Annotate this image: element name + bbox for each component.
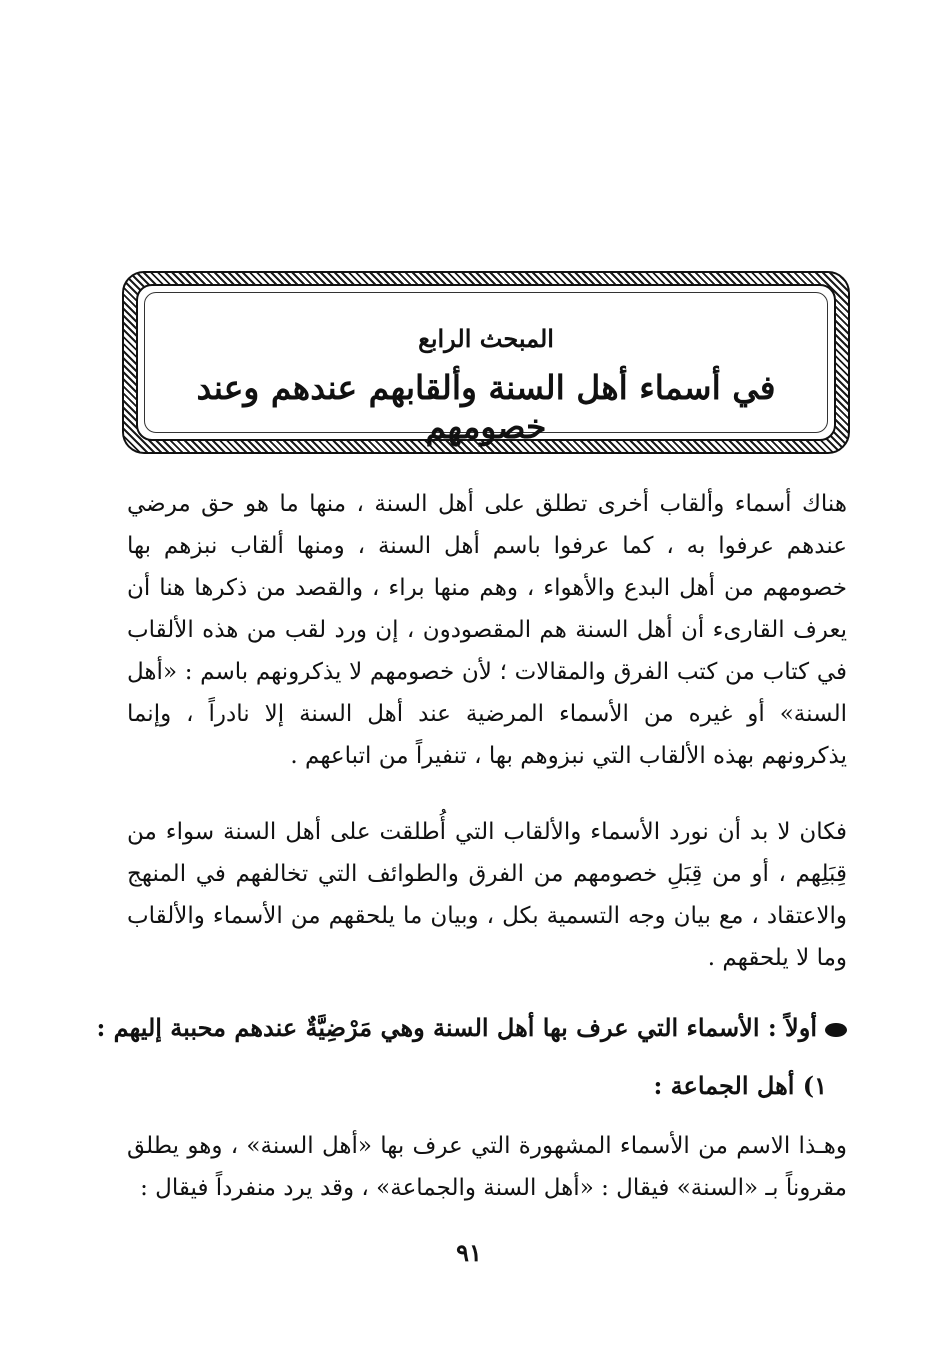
paragraph-1: هناك أسماء وألقاب أخرى تطلق على أهل السنة ، منها ما هو حق مرضي عندهم عرفوا به ، كما عرفوا باسم أهل السنة ، ومنها ألقاب نبزهم بها خصومهم من أهل البدع والأهواء ، وهم منها براء ، والقصد من ذكرها هنا أن يعرف القارىء أن أهل السنة هم المقصودون ، إن ورد لقب من هذه الألقاب في كتاب من كتب الفرق والمقالات ؛ لأن خصومهم لا يذكرونهم باسم : «أهل السنة» أو غيره من الأسماء المرضية عند أهل السنة إلا نادراً ، وإنما يذكرونهم بهذه الألقاب التي نبزوهم بها ، تنفيراً من اتباعهم . xyxy=(127,491,847,769)
names-section-heading xyxy=(96,1013,847,1042)
section-title: في أسماء أهل السنة وألقابهم عندهم وعند خصومهم xyxy=(196,368,776,446)
item-heading-ahl-al-jamaa: ١) أهل الجماعة : xyxy=(653,1071,827,1100)
page-number: ٩١ xyxy=(456,1238,482,1267)
names-section-heading-text: أولاً : الأسماء التي عرف بها أهل السنة وهي مَرْضِيَّةٌ عندهم محببة إليهم : xyxy=(96,1013,817,1042)
paragraph-2: فكان لا بد أن نورد الأسماء والألقاب التي أُطلقت على أهل السنة سواء من قِبَلِهم ، أو من قِبَلِ خصومهم من الفرق والطوائف التي تخالفهم في المنهج والاعتقاد ، مع بيان وجه التسمية بكل ، وبيان ما يلحقهم من الأسماء والألقاب وما لا يلحقهم . xyxy=(127,819,847,971)
bullet-icon xyxy=(825,1023,847,1037)
paragraph-3: وهـذا الاسم من الأسماء المشهورة التي عرف بها «أهل السنة» ، وهو يطلق مقروناً بـ «السنة» فيقال : «أهل السنة والجماعة» ، وقد يرد منفرداً فيقال : xyxy=(127,1133,847,1201)
section-subtitle: المبحث الرابع xyxy=(418,324,554,353)
decorative-title-frame xyxy=(122,271,850,454)
title-frame-inner xyxy=(136,284,836,446)
